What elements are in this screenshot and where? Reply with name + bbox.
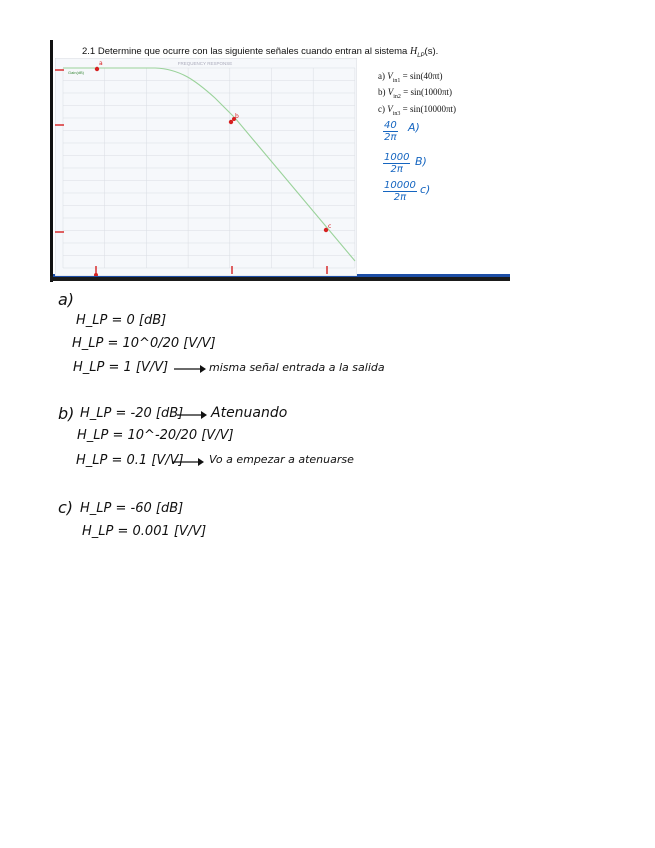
solution-c-line-1: H_LP = -60 [dB] bbox=[80, 501, 184, 516]
solution-b-line-1: H_LP = -20 [dB] bbox=[80, 406, 184, 421]
solution-b-note: Vo a empezar a atenuarse bbox=[209, 453, 354, 466]
annotation-b-fraction: $\frac{1000}{2\pi}$ bbox=[384, 152, 410, 175]
plot-header: FREQUENCY RESPONSE bbox=[177, 61, 233, 66]
solution-c-label: c) bbox=[58, 498, 74, 517]
left-border-bar bbox=[50, 40, 53, 282]
solution-a-line-2: H_LP = 10^0/20 [V/V] bbox=[72, 336, 216, 351]
svg-text:c: c bbox=[328, 223, 332, 230]
solution-b-arrow-note: Atenuando bbox=[211, 405, 288, 421]
solution-a-line-1: H_LP = 0 [dB] bbox=[76, 313, 167, 328]
arrow-icon bbox=[176, 410, 208, 420]
arrow-icon bbox=[173, 364, 207, 374]
problem-title: 2.1 Determine que ocurre con las siguiente señales cuando entran al sistema $H_{LP}(s)$. bbox=[82, 46, 439, 59]
svg-text:b: b bbox=[235, 113, 239, 120]
solution-b-line-3: H_LP = 0.1 [V/V] bbox=[76, 453, 184, 468]
plot-legend: Gain(dB) bbox=[68, 70, 85, 75]
annotation-a-fraction: $\frac{40}{2\pi}$ bbox=[384, 120, 397, 143]
solution-b-line-2: H_LP = 10^-20/20 [V/V] bbox=[77, 428, 234, 443]
input-b: b) $V_{in2} = \sin(1000\pi t)$ bbox=[378, 87, 453, 101]
input-signals-list bbox=[378, 71, 456, 120]
annotation-b-tag: B) bbox=[415, 155, 427, 168]
svg-text:a: a bbox=[99, 60, 103, 67]
frequency-response-plot bbox=[55, 58, 357, 276]
solution-a-label: a) bbox=[58, 290, 75, 309]
solution-b-label: b) bbox=[58, 404, 75, 423]
input-a: a) $V_{in1} = \sin(40\pi t)$ bbox=[378, 71, 443, 84]
annotation-a-tag: A) bbox=[408, 121, 420, 134]
solution-a-note: misma señal entrada a la salida bbox=[209, 361, 385, 374]
solution-a-line-3: H_LP = 1 [V/V] bbox=[73, 360, 169, 375]
annotation-c-tag: c) bbox=[420, 183, 431, 196]
arrow-icon bbox=[171, 457, 205, 467]
solution-c-line-2: H_LP = 0.001 [V/V] bbox=[82, 524, 207, 539]
input-c: c) $V_{in3} = \sin(10000\pi t)$ bbox=[378, 103, 457, 117]
annotation-c-fraction: $\frac{10000}{2\pi}$ bbox=[384, 180, 416, 203]
